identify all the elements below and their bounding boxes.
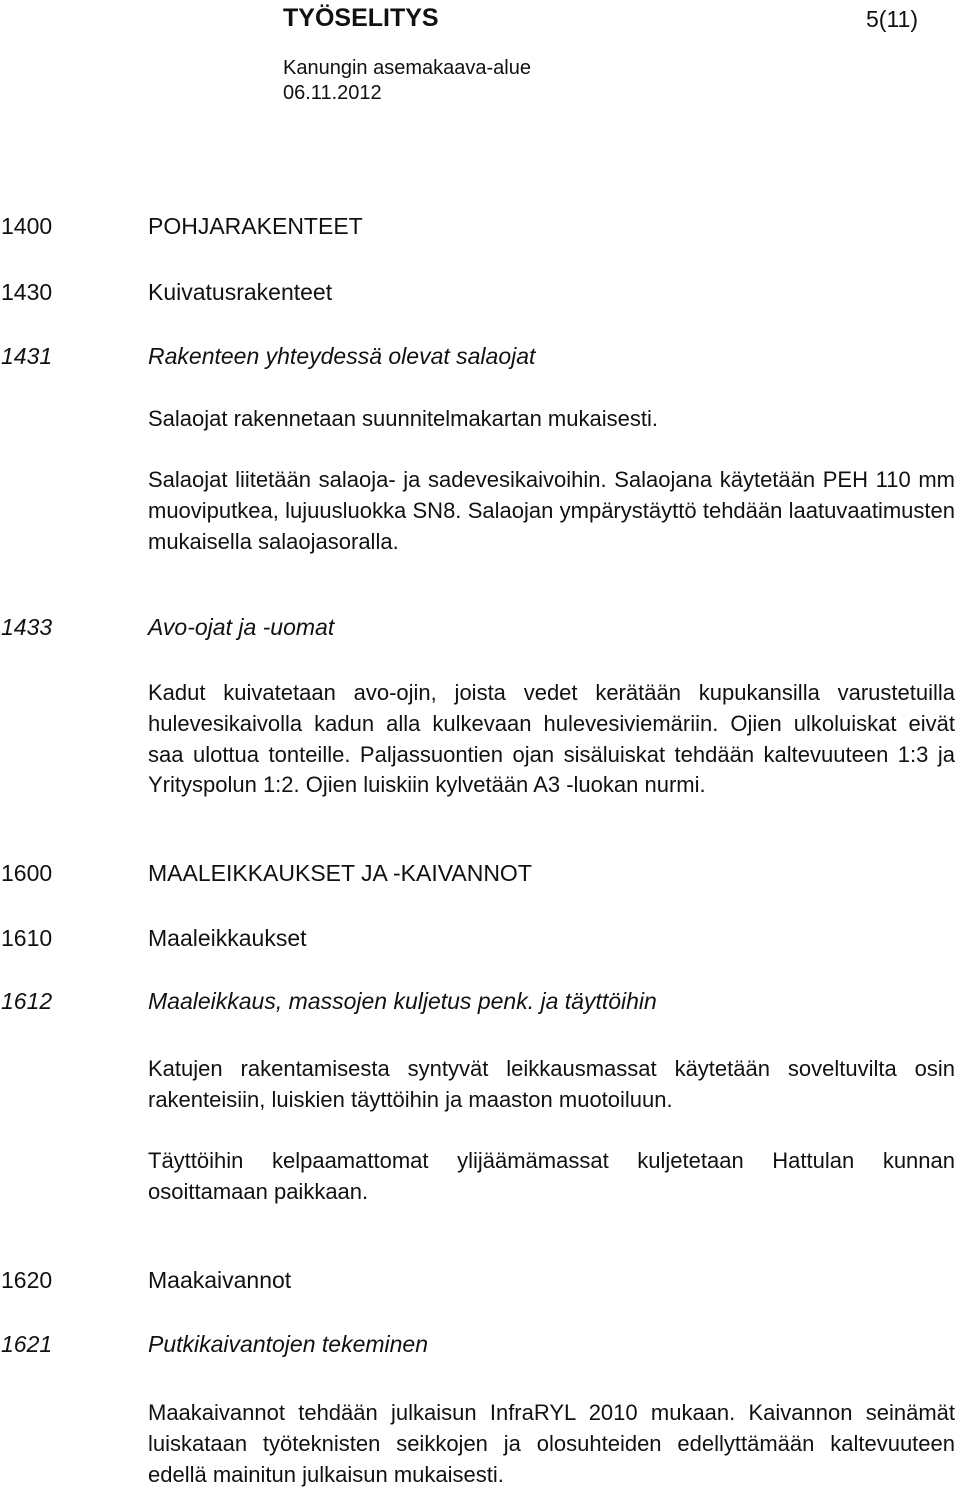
section-heading-1430: Kuivatusrakenteet bbox=[148, 279, 333, 305]
section-heading-1433: Avo-ojat ja -uomat bbox=[148, 614, 335, 640]
section-number-1621: 1621 bbox=[1, 1331, 53, 1357]
section-number-1431: 1431 bbox=[1, 343, 53, 369]
paragraph-1431-2: Salaojat liitetään salaoja- ja sadevesikaivoihin. Salaojana käytetään PEH 110 mm muoviputkea, lujuusluokka SN8. Salaojan ympärystäyttö tehdään laatuvaatimusten mukaisella salaojasoralla. bbox=[148, 467, 955, 554]
section-number-1620: 1620 bbox=[1, 1267, 53, 1293]
section-heading-1400: POHJARAKENTEET bbox=[148, 213, 363, 239]
section-number-1600: 1600 bbox=[1, 860, 53, 886]
paragraph-1431-1: Salaojat rakennetaan suunnitelmakartan mukaisesti. bbox=[148, 406, 658, 431]
section-heading-1610: Maaleikkaukset bbox=[148, 925, 307, 951]
paragraph-1612-2: Täyttöihin kelpaamattomat ylijäämämassat kuljetetaan Hattulan kunnan osoittamaan paikkaan. bbox=[148, 1148, 955, 1204]
section-number-1430: 1430 bbox=[1, 279, 53, 305]
page-number: 5(11) bbox=[866, 6, 918, 32]
section-number-1612: 1612 bbox=[1, 988, 53, 1014]
paragraph-1621-1: Maakaivannot tehdään julkaisun InfraRYL 2010 mukaan. Kaivannon seinämät luiskataan työteknisten seikkojen ja olosuhteiden edellyttämään kaltevuuteen edellä mainitun julkaisun mukaisesti. bbox=[148, 1400, 955, 1487]
section-number-1400: 1400 bbox=[1, 213, 53, 239]
section-heading-1620: Maakaivannot bbox=[148, 1267, 292, 1293]
section-heading-1600: MAALEIKKAUKSET JA -KAIVANNOT bbox=[148, 860, 532, 886]
paragraph-1612-1: Katujen rakentamisesta syntyvät leikkausmassat käytetään soveltuvilta osin rakenteisiin, luiskien täyttöihin ja maaston muotoiluun. bbox=[148, 1056, 955, 1112]
document-title: TYÖSELITYS bbox=[283, 4, 439, 32]
section-heading-1612: Maaleikkaus, massojen kuljetus penk. ja täyttöihin bbox=[148, 988, 657, 1014]
section-heading-1621: Putkikaivantojen tekeminen bbox=[148, 1331, 428, 1357]
paragraph-1433-1: Kadut kuivatetaan avo-ojin, joista vedet kerätään kupukansilla varustetuilla hulevesikaivolla kadun alla kulkevaan hulevesiviemäriin. Ojien ulkoluiskat eivät saa ulottua tonteille. Paljassuontien ojan sisäluiskat tehdään kaltevuuteen 1:3 ja Yrityspolun 1:2. Ojien luiskiin kylvetään A3 -luokan nurmi. bbox=[148, 680, 955, 798]
section-number-1433: 1433 bbox=[1, 614, 53, 640]
project-name: Kanungin asemakaava-alue bbox=[283, 57, 531, 79]
document-date: 06.11.2012 bbox=[283, 82, 382, 104]
section-number-1610: 1610 bbox=[1, 925, 53, 951]
section-heading-1431: Rakenteen yhteydessä olevat salaojat bbox=[148, 343, 536, 369]
